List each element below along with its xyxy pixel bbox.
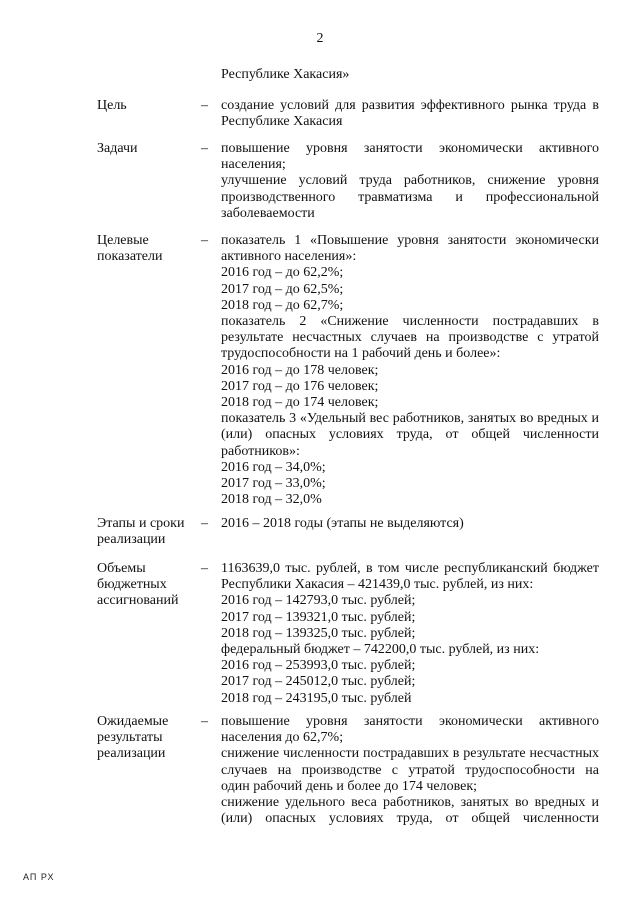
row-content-line: 2016 год – 253993,0 тыс. рублей; [221,658,416,674]
row-content-line: работников»: [221,443,300,459]
row-content-line: улучшение условий труда работников, снижение уровня [221,173,599,189]
row-content-line: трудоспособности на 1 рабочий день и более»: [221,346,501,362]
row-content-line: 2017 год – 33,0%; [221,476,326,492]
row-content-line: повышение уровня занятости экономически активного [221,141,599,156]
continuation-text [221,67,599,83]
row-content-line: 2016 – 2018 годы (этапы не выделяются) [221,516,464,531]
row-content-line: 2016 год – до 178 человек; [221,362,379,378]
row-content-line: 1163639,0 тыс. рублей, в том числе республиканский бюджет [221,561,599,576]
row-content-line: населения до 62,7%; [221,730,344,746]
row-content-line: заболеваемости [221,205,315,221]
row-content-line: 2018 год – 139325,0 тыс. рублей; [221,625,416,641]
row-label-line: ассигнований [97,593,179,609]
row-content-line: снижение численности пострадавших в результате несчастных [221,746,599,762]
row-content-line: населения; [221,157,286,173]
row-label-line: Целевые [97,233,149,248]
row-content-line: снижение удельного веса работников, занятых во вредных и [221,795,599,811]
row-label [97,233,197,265]
row-content-line: 2018 год – до 174 человек; [221,395,379,411]
page-number: 2 [316,31,324,46]
row-dash: – [201,714,208,729]
footer-mark: АП РХ [23,872,55,882]
row-label-line: Этапы и сроки [97,516,185,531]
row-label [97,714,197,763]
row-label-line: Цель [97,98,127,113]
row-label [97,141,197,157]
row-content [221,714,599,827]
row-content-line: Республики Хакасия – 421439,0 тыс. рублей, из них: [221,577,534,593]
row-dash: – [201,98,208,113]
row-label-line: результаты [97,730,163,746]
row-dash: – [201,516,208,531]
row-content [221,141,599,222]
row-content-line: активного населения»: [221,249,357,265]
row-content [221,98,599,130]
row-dash: – [201,561,208,576]
row-label [97,516,197,548]
row-content [221,233,599,508]
row-content-line: 2018 год – 243195,0 тыс. рублей [221,690,412,706]
row-content-line: создание условий для развития эффективного рынка труда в [221,98,599,113]
row-content-line: 2016 год – 142793,0 тыс. рублей; [221,593,416,609]
row-label-line: показатели [97,249,163,265]
row-content-line: 2016 год – до 62,2%; [221,265,344,281]
row-label-line: Ожидаемые [97,714,169,729]
row-label-line: Объемы [97,561,146,576]
row-content-line: 2017 год – 139321,0 тыс. рублей; [221,609,416,625]
row-label-line: бюджетных [97,577,167,593]
row-content-line: один рабочий день и более до 174 человек; [221,778,478,794]
row-content-line: федеральный бюджет – 742200,0 тыс. рублей, из них: [221,642,540,658]
row-content-line: 2017 год – до 176 человек; [221,378,379,394]
row-content-line: Республике Хакасия [221,114,343,130]
row-content-line: случаев на производстве с утратой трудоспособности на [221,762,599,778]
row-content-line: (или) опасных условиях труда, от общей численности [221,811,599,827]
row-dash: – [201,233,208,248]
continuation-line: Республике Хакасия» [221,67,350,82]
row-content-line: показатель 3 «Удельный вес работников, занятых во вредных и [221,411,599,427]
row-label [97,561,197,610]
row-content-line: 2018 год – до 62,7%; [221,297,344,313]
row-dash: – [201,141,208,156]
row-content-line: повышение уровня занятости экономически активного [221,714,599,729]
row-content-line: производственного травматизма и профессиональной [221,189,599,205]
row-content-line: 2017 год – до 62,5%; [221,281,344,297]
row-content-line: 2016 год – 34,0%; [221,459,326,475]
row-content-line: результате несчастных случаев на производстве с утратой [221,330,599,346]
row-content [221,561,599,707]
row-label-line: Задачи [97,141,138,156]
row-content [221,516,599,532]
row-content-line: показатель 1 «Повышение уровня занятости экономически [221,233,599,248]
row-label-line: реализации [97,746,166,762]
row-label-line: реализации [97,532,166,548]
row-content-line: 2018 год – 32,0% [221,492,322,508]
row-content-line: (или) опасных условиях труда, от общей численности [221,427,599,443]
row-content-line: показатель 2 «Снижение численности пострадавших в [221,314,599,330]
row-label [97,98,197,114]
row-content-line: 2017 год – 245012,0 тыс. рублей; [221,674,416,690]
